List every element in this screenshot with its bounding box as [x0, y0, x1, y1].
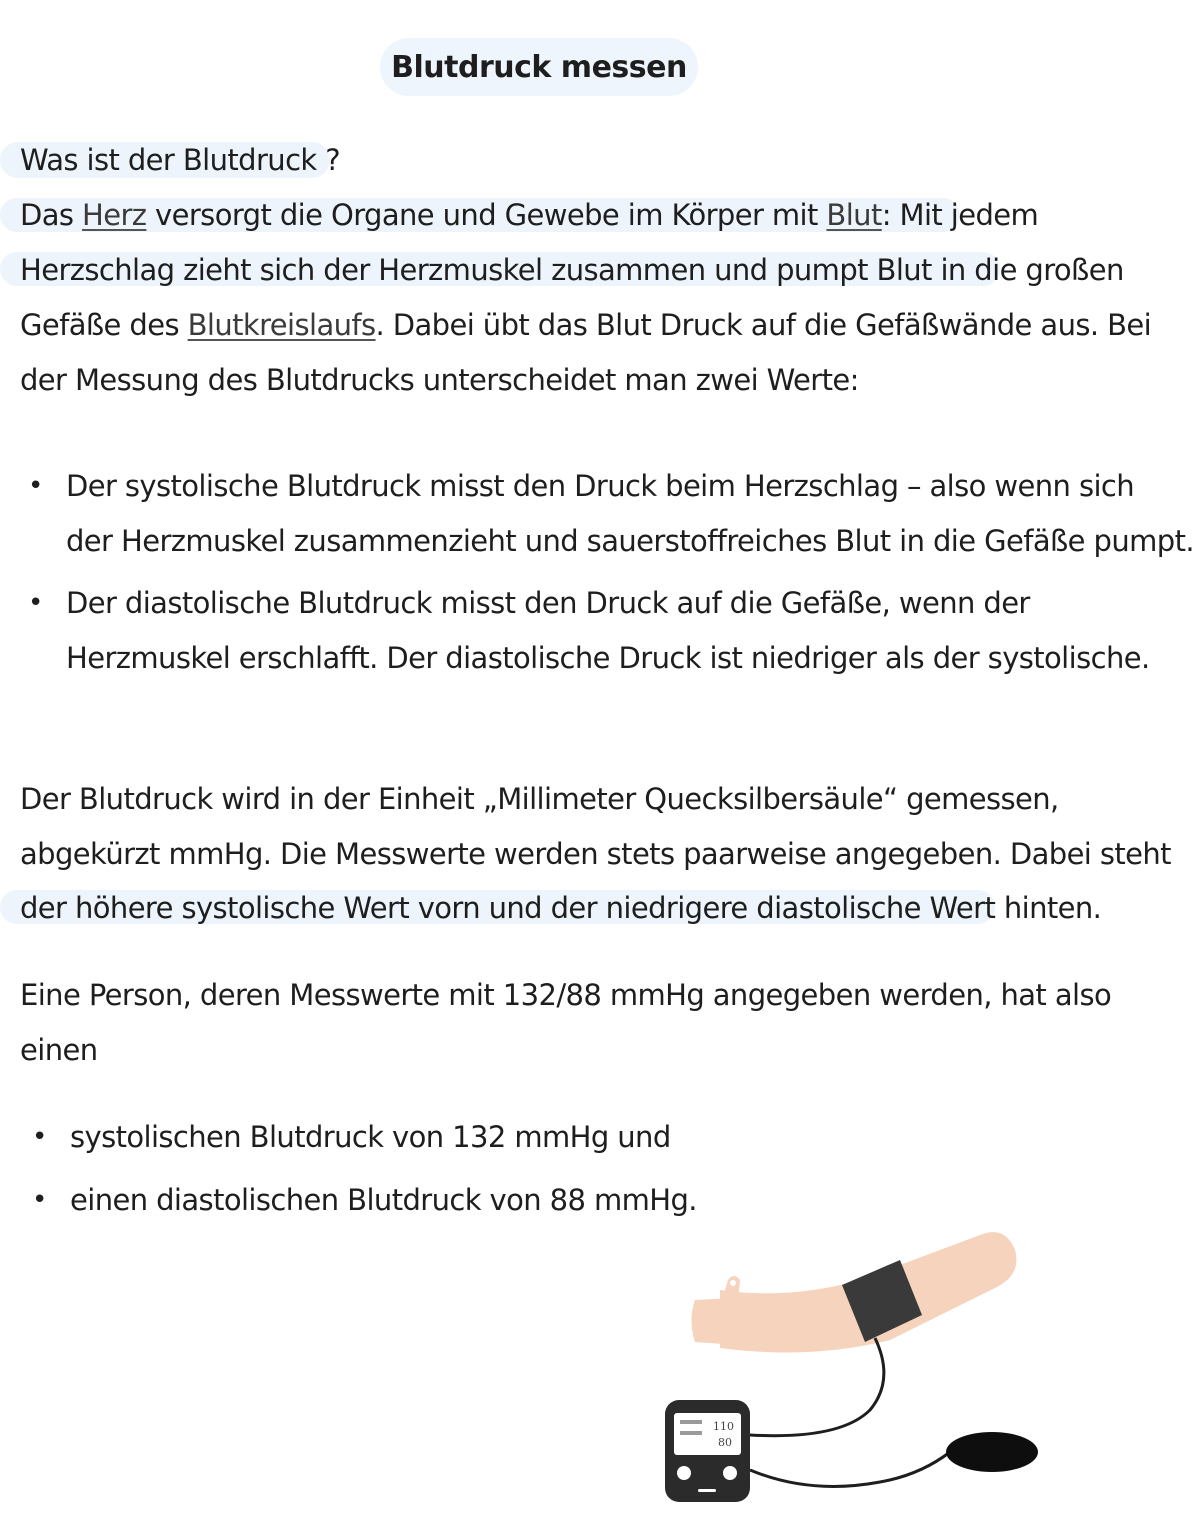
thumb-icon [722, 1276, 740, 1302]
example-item-diastolic: einen diastolischen Blutdruck von 88 mmHg. [70, 1183, 697, 1217]
pump-bulb-icon [946, 1432, 1038, 1472]
tube-icon [750, 1452, 950, 1486]
list-item-diastolic-line-1: Der diastolische Blutdruck misst den Druck auf die Gefäße, wenn der [66, 586, 1030, 620]
tube-icon [750, 1338, 884, 1436]
systolic-reading: 110 [713, 1420, 734, 1433]
question-heading: Was ist der Blutdruck ? [20, 143, 341, 177]
intro-text: versorgt die Organe und Gewebe im Körper mit [146, 198, 827, 232]
hand-icon [692, 1298, 739, 1345]
intro-text: . Dabei übt das Blut Druck auf die Gefäßwände aus. Bei [375, 308, 1152, 342]
intro-line-3 [20, 305, 1151, 345]
intro-text: Gefäße des [20, 308, 188, 342]
device-button-icon [677, 1466, 691, 1480]
page-title: Blutdruck messen [391, 49, 687, 85]
bullet-dot: • [28, 588, 44, 618]
example-line-2: einen [20, 1033, 98, 1067]
diastolic-reading: 80 [718, 1436, 732, 1449]
intro-line-4: der Messung des Blutdrucks unterscheidet man zwei Werte: [20, 363, 859, 397]
list-item-systolic-line-1: Der systolische Blutdruck misst den Druck beim Herzschlag – also wenn sich [66, 469, 1135, 503]
list-item-systolic-line-2: der Herzmuskel zusammenzieht und sauerstoffreiches Blut in die Gefäße pumpt. [66, 524, 1194, 558]
example-item-systolic: systolischen Blutdruck von 132 mmHg und [70, 1120, 671, 1154]
bullet-dot: • [28, 471, 44, 501]
list-item-diastolic-line-2: Herzmuskel erschlafft. Der diastolische Druck ist niedriger als der systolische. [66, 641, 1150, 675]
example-line-1: Eine Person, deren Messwerte mit 132/88 mmHg angegeben werden, hat also [20, 978, 1112, 1012]
intro-text: : Mit jedem [881, 198, 1039, 232]
intro-text: Das [20, 198, 83, 232]
intro-line-2: Herzschlag zieht sich der Herzmuskel zusammen und pumpt Blut in die großen [20, 253, 1124, 287]
unit-line-2: abgekürzt mmHg. Die Messwerte werden stets paarweise angegeben. Dabei steht [20, 837, 1171, 871]
link-blut[interactable]: Blut [826, 198, 882, 232]
blood-pressure-monitor-illustration [660, 1220, 1060, 1510]
intro-line-1 [20, 195, 1038, 235]
link-blutkreislauf[interactable]: Blutkreislaufs [187, 308, 376, 342]
unit-line-3: der höhere systolische Wert vorn und der niedrigere diastolische Wert hinten. [20, 891, 1102, 925]
link-herz[interactable]: Herz [82, 198, 147, 232]
unit-line-1: Der Blutdruck wird in der Einheit „Millimeter Quecksilbersäule“ gemessen, [20, 782, 1059, 816]
title-badge [380, 38, 698, 96]
device-button-icon [723, 1466, 737, 1480]
bullet-dot: • [32, 1185, 48, 1215]
bullet-dot: • [32, 1122, 48, 1152]
